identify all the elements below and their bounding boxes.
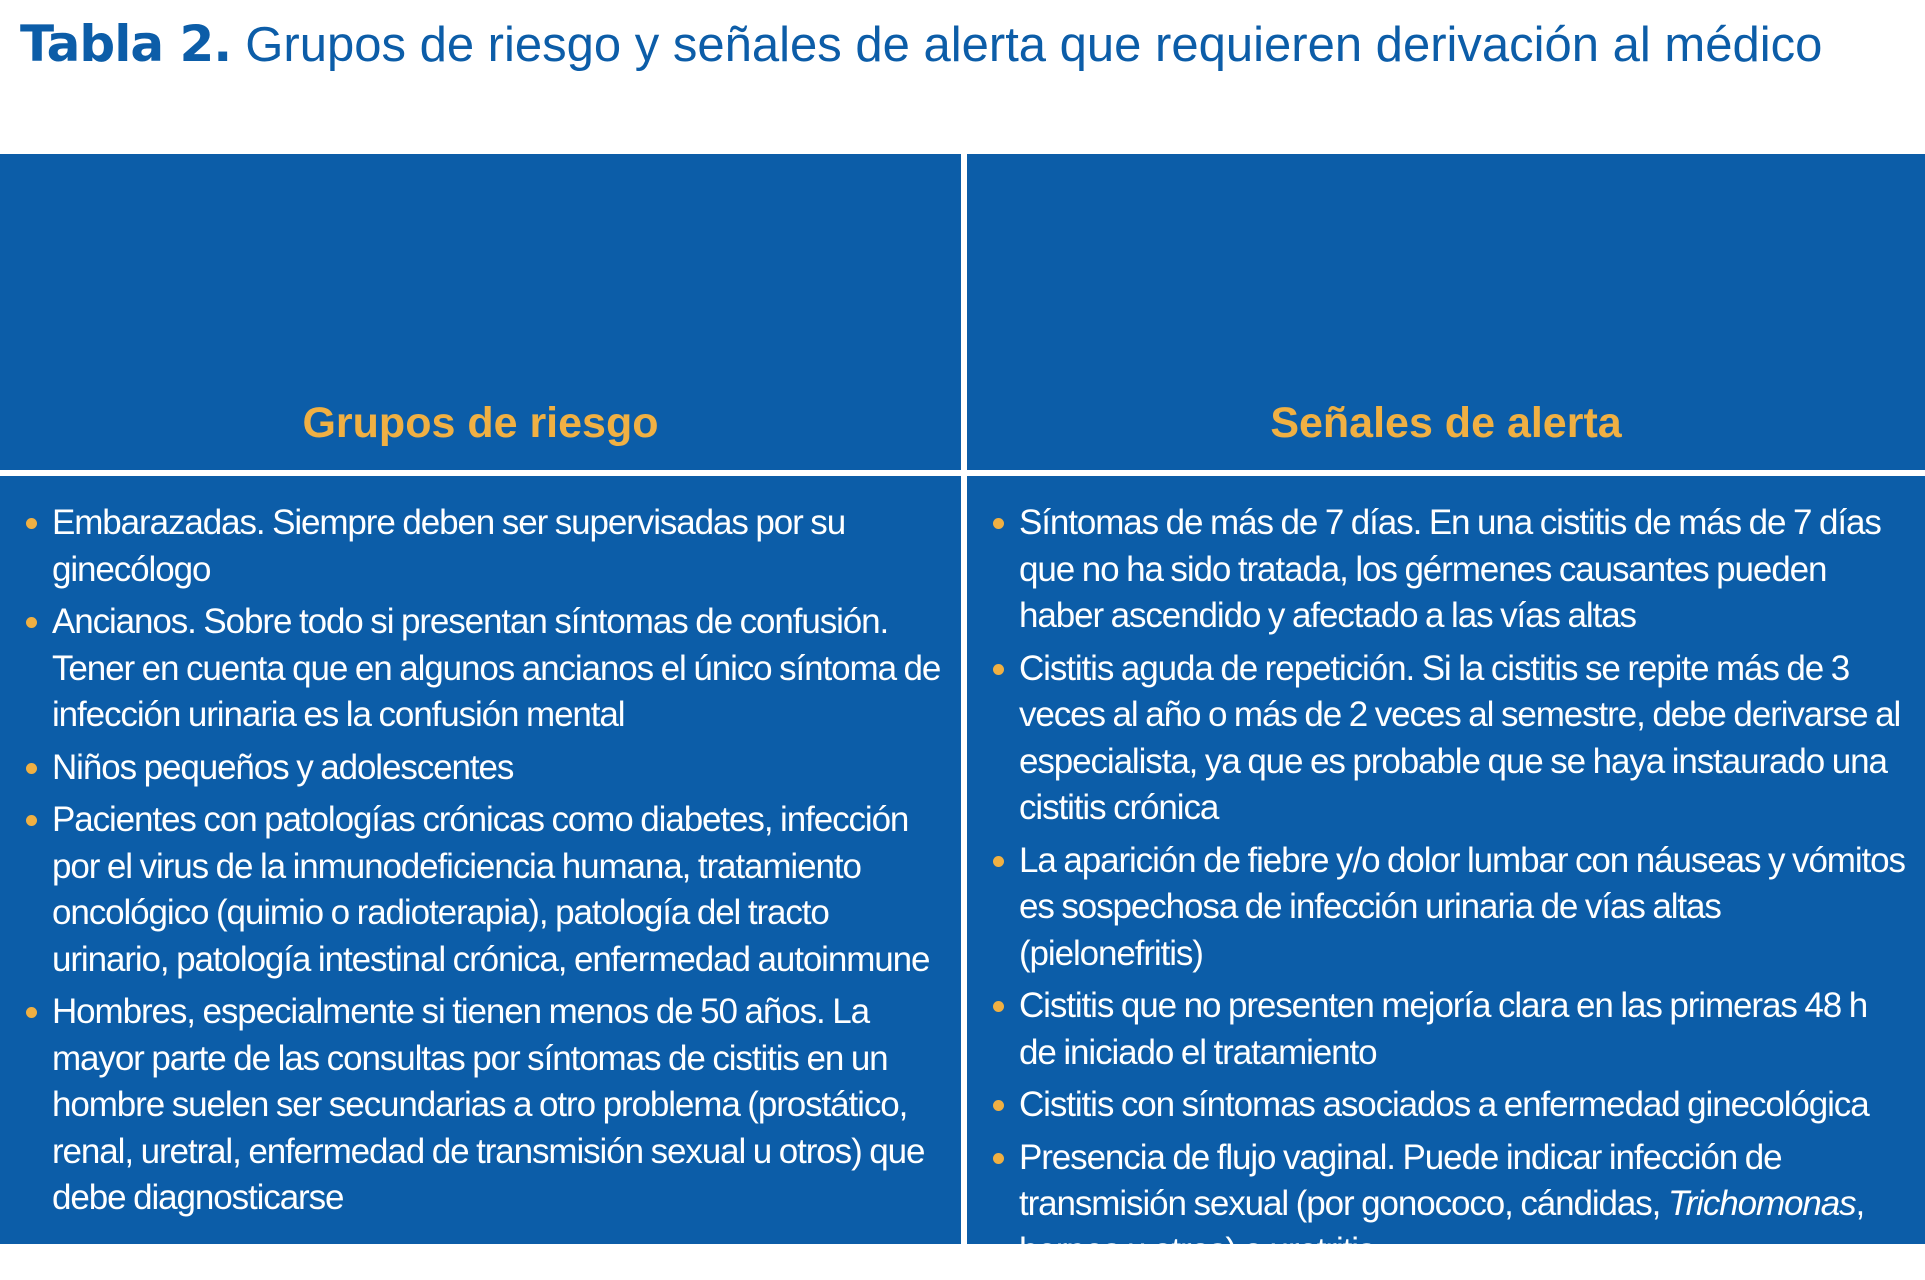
list-item-text: Hombres, especialmente si tienen menos de 50 años. La mayor parte de las consultas por síntomas de cistitis en un hombre suelen ser secundarias a otro problema (prostático, renal, uretral, enfermedad de transmisión sexual u otros) que debe diagnosticarse [52,992,925,1217]
list-item-text: Ancianos. Sobre todo si presentan síntomas de confusión. Tener en cuenta que en algunos ancianos el único síntoma de infección urinaria es la confusión mental [52,602,941,734]
bullet-icon [26,1007,37,1018]
bullet-icon [26,617,37,628]
list-item-text-italic: Trichomonas [1667,1184,1856,1223]
risk-alert-table [0,154,1925,1270]
list-item [24,599,947,739]
table-number-label: Tabla 2. [20,15,232,73]
bullet-icon [26,763,37,774]
bullet-icon [993,518,1004,529]
list-item-text: La aparición de fiebre y/o dolor lumbar con náuseas y vómitos es sospechosa de infección urinaria de vías altas (pielonefritis) [1019,840,1905,973]
list-item [991,1082,1911,1129]
column-title-risk-groups: Grupos de riesgo [302,399,659,447]
bullet-icon [993,1100,1004,1111]
column-header-risk-groups [0,154,961,470]
bullet-icon [993,856,1004,867]
column-header-alert-signs [967,154,1925,470]
list-item [24,500,947,593]
list-item-text: Embarazadas. Siempre deben ser supervisadas por su ginecólogo [52,503,846,589]
list-item-text: Pacientes con patologías crónicas como diabetes, infección por el virus de la inmunodeficiencia humana, tratamiento oncológico (quimio o radioterapia), patología del tracto urinario, patología intestinal crónica, enfermedad autoinmune [52,800,930,979]
list-item-text: Cistitis que no presenten mejoría clara en las primeras 48 h de iniciado el tratamiento [1019,986,1868,1072]
list-item-text: Cistitis con síntomas asociados a enfermedad ginecológica [1019,1085,1869,1124]
list-item-text: Cistitis aguda de repetición. Si la cistitis se repite más de 3 veces al año o más de 2 veces al semestre, debe derivarse al especialista, ya que es probable que se haya instaurado una cistitis crónica [1019,648,1901,827]
list-item-text: Niños pequeños y adolescentes [52,747,514,787]
alert-signs-list [991,500,1911,1280]
list-item [991,983,1911,1076]
bullet-icon [993,664,1004,675]
bullet-icon [993,1001,1004,1012]
list-item [991,646,1911,832]
risk-groups-cell [0,476,961,1244]
column-title-alert-signs: Señales de alerta [1270,399,1622,447]
alert-signs-cell [967,476,1925,1270]
list-item-text-after: , herpes u otros) o uretritis [1019,1184,1865,1270]
bullet-icon [26,518,37,529]
list-item-text: Síntomas de más de 7 días. En una cistitis de más de 7 días que no ha sido tratada, los gérmenes causantes pueden haber ascendido y afectado a las vías altas [1019,503,1881,635]
list-item [24,745,947,792]
table-caption [20,14,1900,75]
list-item [991,1135,1911,1275]
risk-groups-list [24,500,947,1228]
bullet-icon [993,1153,1004,1164]
list-item [24,797,947,983]
bullet-icon [26,815,37,826]
list-item [991,500,1911,640]
list-item-text-before: Presencia de flujo vaginal. Puede indicar infección de transmisión sexual (por gonococo, cándidas, [1019,1137,1782,1223]
list-item [24,989,947,1222]
list-item [991,838,1911,978]
table-title: Grupos de riesgo y señales de alerta que requieren derivación al médico [245,18,1823,72]
